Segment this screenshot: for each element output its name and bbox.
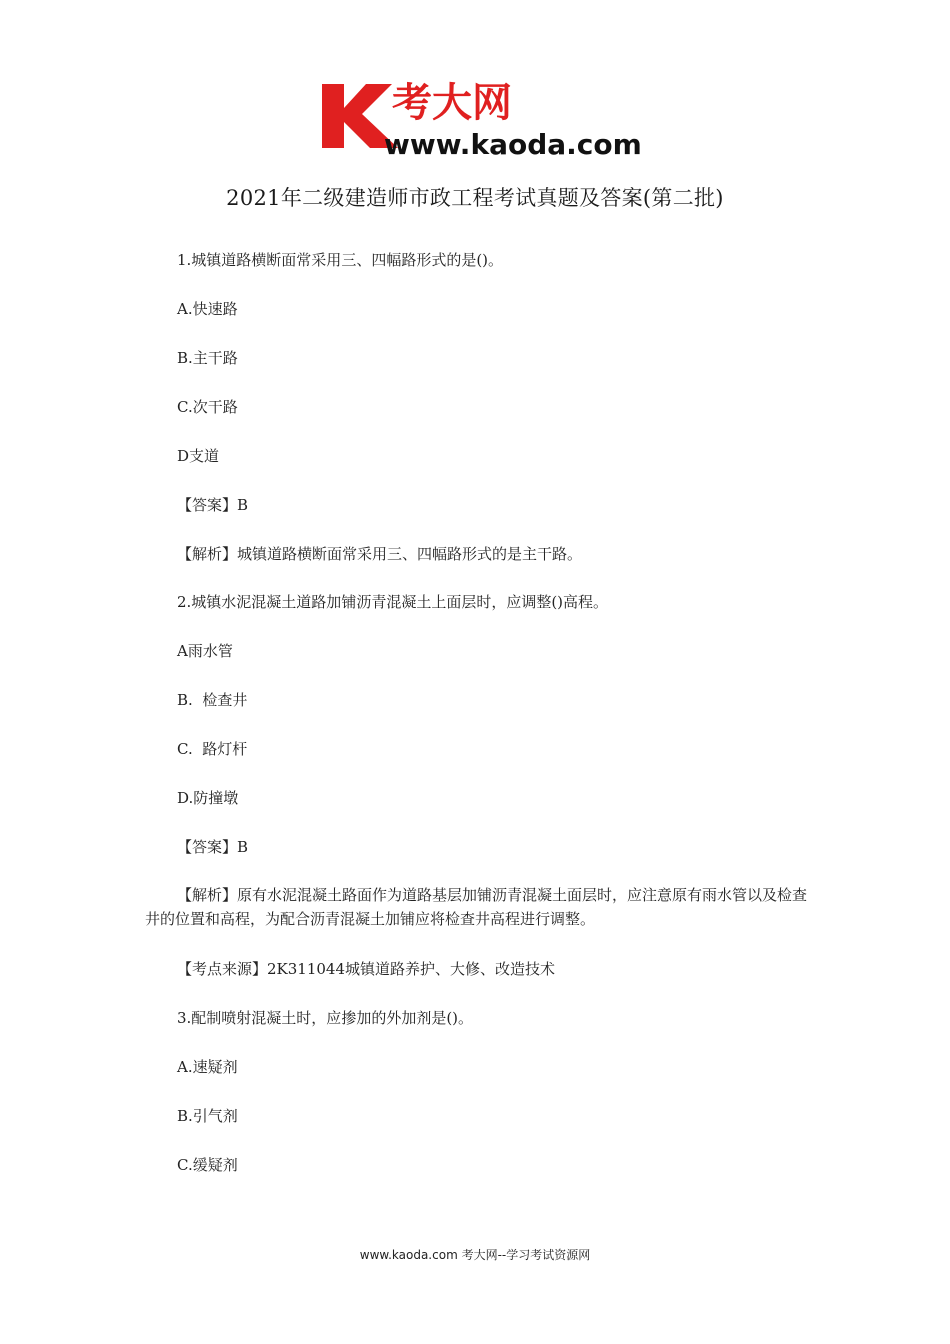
page-footer: www.kaoda.com 考大网--学习考试资源网 (359, 1248, 591, 1262)
question-2-stem: 2.城镇水泥混凝土道路加铺沥青混凝土上面层时，应调整()高程。 (177, 593, 609, 611)
question-1-answer: 【答案】B (177, 496, 249, 514)
question-1-option-c: C.次干路 (177, 398, 238, 416)
question-2-option-d: D.防撞墩 (177, 789, 239, 807)
logo-brand-url: www.kaoda.com (384, 128, 642, 161)
question-1-stem: 1.城镇道路横断面常采用三、四幅路形式的是()。 (177, 251, 504, 269)
question-2-option-b: B. 检查井 (177, 691, 248, 709)
kaoda-logo (318, 78, 648, 162)
question-3-stem: 3.配制喷射混凝土时，应掺加的外加剂是()。 (177, 1009, 474, 1027)
question-2-source: 【考点来源】2K311044城镇道路养护、大修、改造技术 (177, 960, 556, 978)
question-1-option-a: A.快速路 (177, 300, 238, 318)
question-2-answer: 【答案】B (177, 838, 249, 856)
question-2-option-c: C. 路灯杆 (177, 740, 248, 758)
question-3-option-a: A.速疑剂 (177, 1058, 238, 1076)
question-3-option-c: C.缓疑剂 (177, 1156, 238, 1174)
question-2-analysis: 【解析】原有水泥混凝土路面作为道路基层加铺沥青混凝土面层时，应注意原有雨水管以及检查井的位置和高程，为配合沥青混凝土加铺应将检查井高程进行调整。 (145, 886, 808, 928)
question-1-analysis: 【解析】城镇道路横断面常采用三、四幅路形式的是主干路。 (177, 545, 583, 563)
logo-brand-cn: 考大网 (392, 80, 512, 126)
page-title: 2021年二级建造师市政工程考试真题及答案(第二批) (226, 186, 724, 210)
question-3-option-b: B.引气剂 (177, 1107, 238, 1125)
kaoda-logo-graphic (318, 78, 648, 162)
question-2-option-a: A雨水管 (177, 642, 233, 660)
question-1-option-d: D支道 (177, 447, 220, 465)
question-1-option-b: B.主干路 (177, 349, 238, 367)
